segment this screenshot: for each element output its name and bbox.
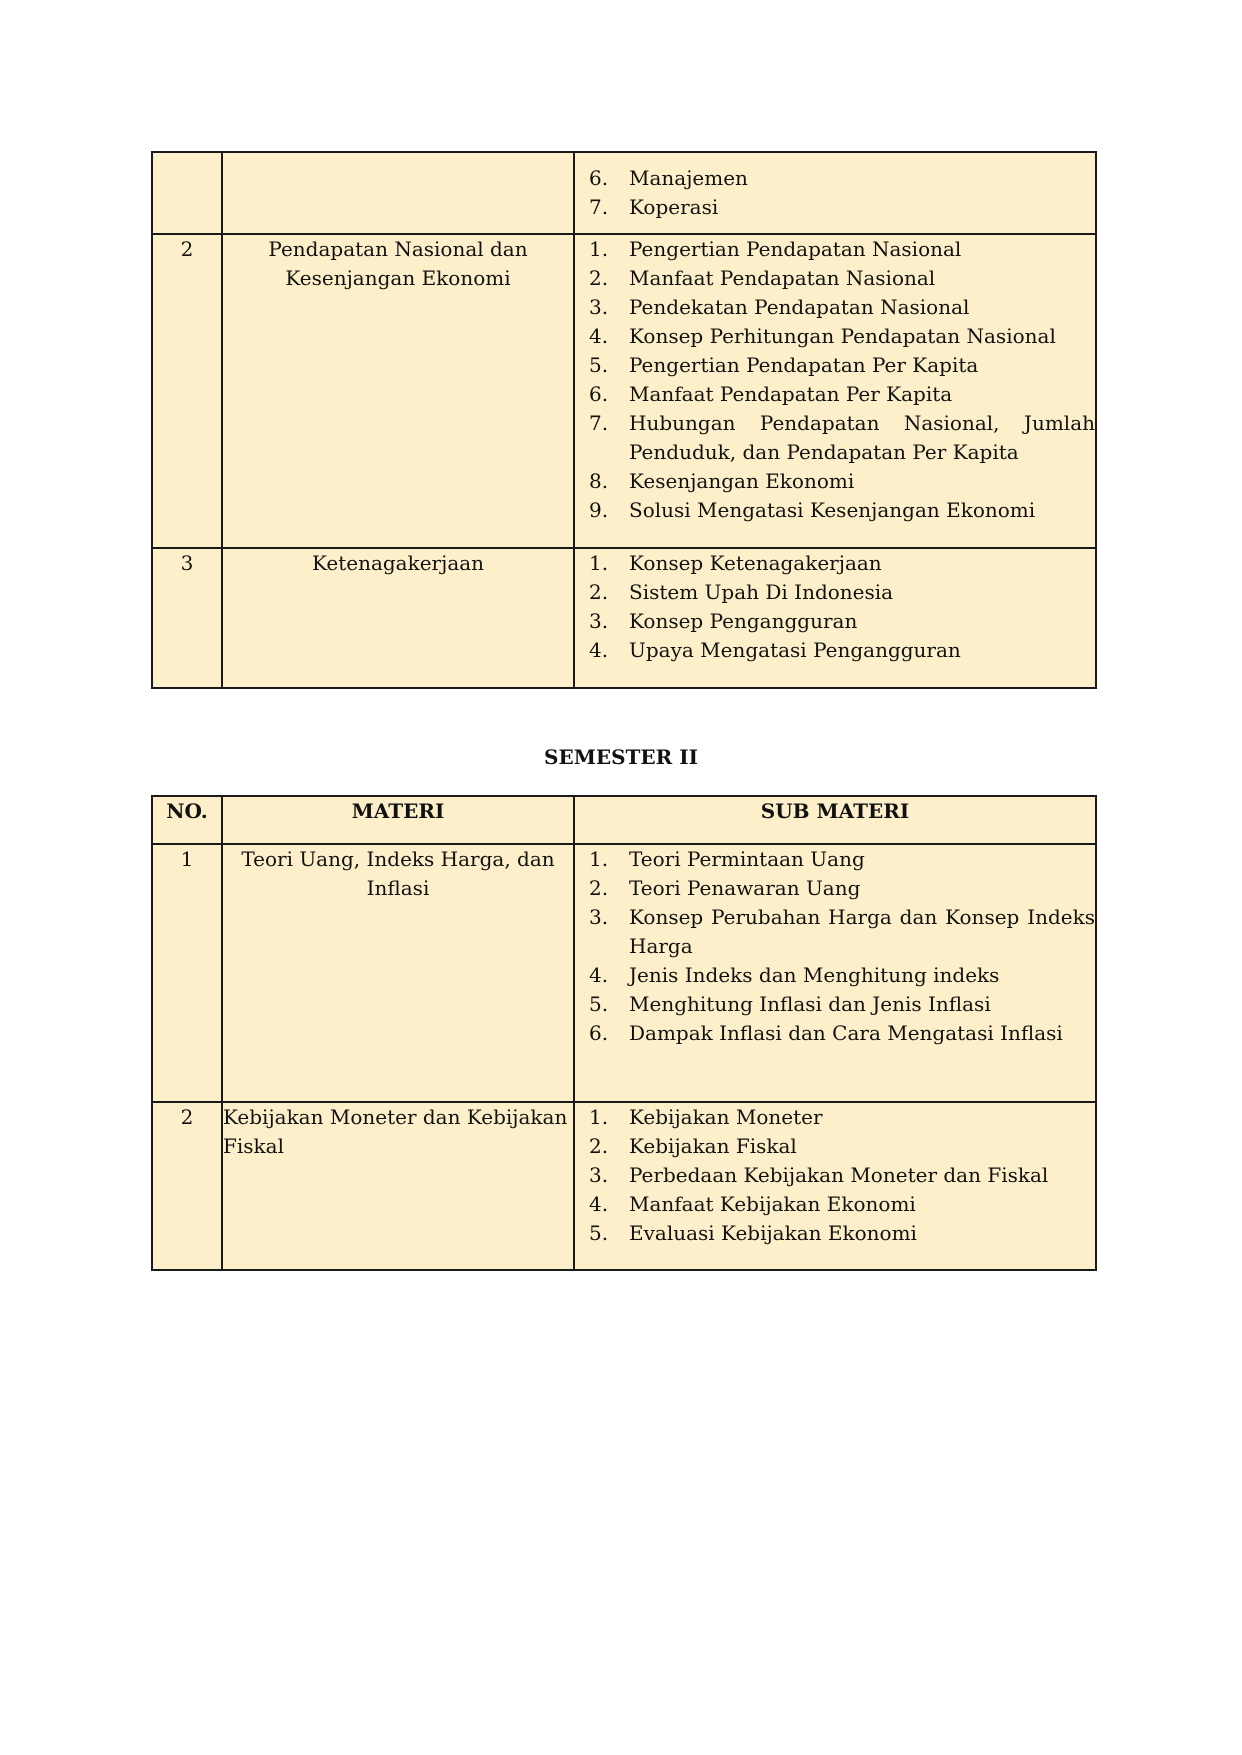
sub-materi-cell — [574, 152, 1096, 234]
sub-materi-list — [575, 549, 1095, 665]
sub-materi-cell — [574, 1102, 1096, 1270]
materi-cell: Pendapatan Nasional dan Kesenjangan Ekonomi — [222, 234, 574, 548]
column-header-no: NO. — [152, 796, 222, 844]
list-item: 9. Solusi Mengatasi Kesenjangan Ekonomi — [589, 498, 1036, 522]
list-item: 5. Pengertian Pendapatan Per Kapita — [589, 353, 979, 377]
materi-cell: Kebijakan Moneter dan Kebijakan Fiskal — [222, 1102, 574, 1270]
list-item: 2. Sistem Upah Di Indonesia — [589, 580, 894, 604]
sub-materi-list — [575, 164, 1095, 222]
list-item: 4. Konsep Perhitungan Pendapatan Nasional — [589, 324, 1056, 348]
row-number: 2 — [152, 1102, 222, 1270]
materi-cell — [222, 152, 574, 234]
semester1-table-continued — [151, 151, 1097, 689]
list-item: 3. Perbedaan Kebijakan Moneter dan Fiskal — [589, 1163, 1049, 1187]
list-item: 3. Konsep Pengangguran — [589, 609, 858, 633]
row-number: 3 — [152, 548, 222, 688]
row-number — [152, 152, 222, 234]
sub-materi-list — [575, 1103, 1095, 1248]
semester-heading: SEMESTER II — [544, 745, 698, 769]
sub-materi-list — [575, 235, 1095, 525]
sub-materi-cell — [574, 844, 1096, 1102]
table-row — [152, 152, 1096, 234]
table-row — [152, 548, 1096, 688]
sub-materi-cell — [574, 548, 1096, 688]
list-item: 2. Teori Penawaran Uang — [589, 876, 861, 900]
list-item: 2. Kebijakan Fiskal — [589, 1134, 797, 1158]
list-item: 5. Evaluasi Kebijakan Ekonomi — [589, 1221, 917, 1245]
semester2-table — [151, 795, 1097, 1271]
table-row — [152, 234, 1096, 548]
list-item: 5. Menghitung Inflasi dan Jenis Inflasi — [589, 992, 991, 1016]
list-item: 7. Hubungan Pendapatan Nasional, Jumlah Penduduk, dan Pendapatan Per Kapita — [589, 411, 1095, 464]
table-row — [152, 844, 1096, 1102]
materi-cell: Teori Uang, Indeks Harga, dan Inflasi — [222, 844, 574, 1102]
list-item: 1. Teori Permintaan Uang — [589, 847, 865, 871]
table-row — [152, 1102, 1096, 1270]
column-header-materi: MATERI — [222, 796, 574, 844]
list-item: 6. Manajemen — [589, 166, 748, 190]
list-item: 8. Kesenjangan Ekonomi — [589, 469, 855, 493]
sub-materi-cell — [574, 234, 1096, 548]
list-item: 1. Konsep Ketenagakerjaan — [589, 551, 882, 575]
sub-materi-list — [575, 845, 1095, 1048]
list-item: 2. Manfaat Pendapatan Nasional — [589, 266, 936, 290]
list-item: 4. Manfaat Kebijakan Ekonomi — [589, 1192, 916, 1216]
list-item: 1. Pengertian Pendapatan Nasional — [589, 237, 962, 261]
materi-cell: Ketenagakerjaan — [222, 548, 574, 688]
list-item: 4. Upaya Mengatasi Pengangguran — [589, 638, 961, 662]
list-item: 6. Manfaat Pendapatan Per Kapita — [589, 382, 953, 406]
list-item: 1. Kebijakan Moneter — [589, 1105, 823, 1129]
table-header-row — [152, 796, 1096, 844]
column-header-sub-materi: SUB MATERI — [574, 796, 1096, 844]
list-item: 4. Jenis Indeks dan Menghitung indeks — [589, 963, 1000, 987]
list-item: 3. Pendekatan Pendapatan Nasional — [589, 295, 970, 319]
row-number: 1 — [152, 844, 222, 1102]
list-item: 6. Dampak Inflasi dan Cara Mengatasi Inflasi — [589, 1021, 1063, 1045]
list-item: 3. Konsep Perubahan Harga dan Konsep Indeks Harga — [589, 905, 1095, 958]
row-number: 2 — [152, 234, 222, 548]
list-item: 7. Koperasi — [589, 195, 719, 219]
